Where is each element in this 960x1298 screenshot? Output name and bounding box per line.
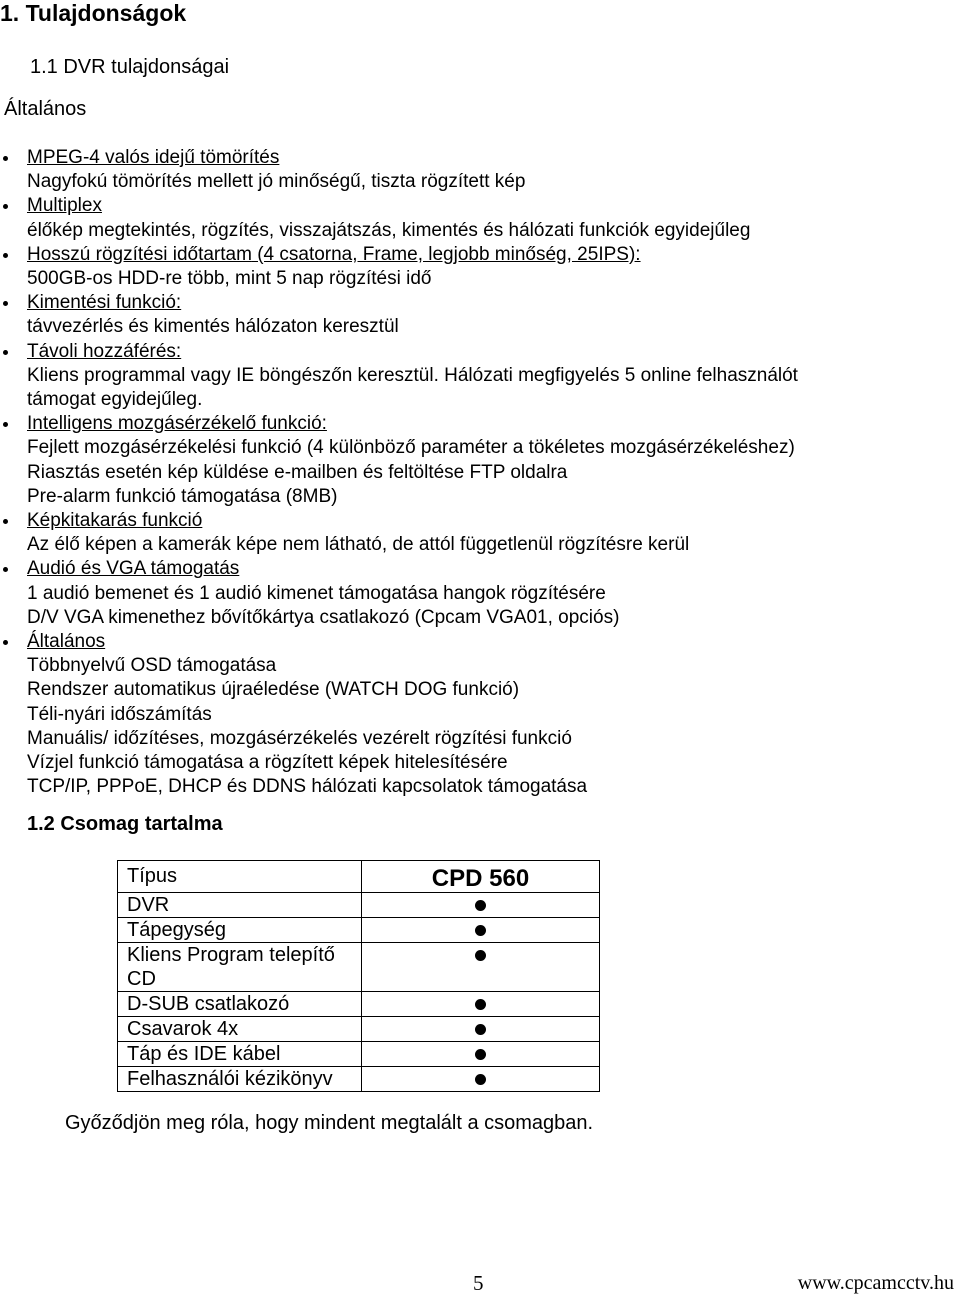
package-header-row: [118, 861, 600, 893]
feature-description: D/V VGA kimenethez bővítőkártya csatlakozó (Cpcam VGA01, opciós): [27, 606, 620, 628]
feature-description: Nagyfokú tömörítés mellett jó minőségű, tiszta rögzített kép: [27, 171, 526, 193]
feature-description: támogat egyidejűleg.: [27, 389, 203, 411]
package-row: [118, 1017, 600, 1042]
bullet-icon: [3, 422, 8, 427]
feature-description: Kliens programmal vagy IE böngészőn keresztül. Hálózati megfigyelés 5 online felhasználót: [27, 364, 798, 386]
feature-description: 1 audió bemenet és 1 audió kimenet támogatása hangok rögzítésére: [27, 582, 606, 604]
feature-item: [0, 194, 950, 242]
package-row: [118, 1067, 600, 1092]
bullet-icon: [3, 567, 8, 572]
feature-description: Pre-alarm funkció támogatása (8MB): [27, 485, 338, 507]
package-row: [118, 943, 600, 992]
package-row: [118, 918, 600, 943]
subsection-heading: 1.1 DVR tulajdonságai: [30, 56, 230, 78]
feature-title: Távoli hozzáférés:: [27, 340, 182, 362]
feature-description: Manuális/ időzítéses, mozgásérzékelés vezérelt rögzítési funkció: [27, 727, 572, 749]
included-cell: [362, 1017, 600, 1042]
feature-description: Riasztás esetén kép küldése e-mailben és feltöltése FTP oldalra: [27, 461, 568, 483]
included-cell: [362, 943, 600, 992]
included-dot-icon: [475, 925, 486, 936]
feature-description: 500GB-os HDD-re több, mint 5 nap rögzítési idő: [27, 268, 432, 290]
intro-label: Általános: [4, 98, 87, 120]
feature-title: MPEG-4 valós idejű tömörítés: [27, 147, 280, 168]
bullet-icon: [3, 350, 8, 355]
feature-title: Kimentési funkció:: [27, 292, 182, 314]
package-note: Győződjön meg róla, hogy mindent megtalált a csomagban.: [65, 1112, 594, 1134]
feature-title: Általános: [27, 631, 106, 653]
feature-description: Többnyelvű OSD támogatása: [27, 655, 277, 677]
included-cell: [362, 1042, 600, 1067]
feature-description: Rendszer automatikus újraéledése (WATCH DOG funkció): [27, 679, 520, 701]
feature-item: [0, 243, 950, 291]
feature-description: élőkép megtekintés, rögzítés, visszajátszás, kimentés és hálózati funkciók egyidejűleg: [27, 219, 751, 241]
included-cell: [362, 992, 600, 1017]
item-name-cell: D-SUB csatlakozó: [118, 992, 362, 1017]
bullet-icon: [3, 204, 8, 209]
included-cell: [362, 1067, 600, 1092]
bullet-icon: [3, 156, 8, 161]
feature-title: Képkitakarás funkció: [27, 510, 203, 532]
included-cell: [362, 918, 600, 943]
included-dot-icon: [475, 999, 486, 1010]
feature-item: [0, 291, 950, 339]
bullet-icon: [3, 519, 8, 524]
feature-item: [0, 630, 950, 799]
item-name-cell: Kliens Program telepítő CD: [118, 943, 362, 992]
page-number: 5: [473, 1271, 484, 1295]
section-heading: 1. Tulajdonságok: [0, 0, 187, 26]
item-name-cell: Tápegység: [118, 918, 362, 943]
package-row: [118, 992, 600, 1017]
feature-item: [0, 340, 950, 413]
package-row: [118, 893, 600, 918]
feature-item: [0, 146, 950, 194]
package-heading: 1.2 Csomag tartalma: [27, 813, 223, 835]
feature-item: [0, 509, 950, 557]
feature-title: Hosszú rögzítési időtartam (4 csatorna, Frame, legjobb minőség, 25IPS):: [27, 243, 641, 265]
website-link[interactable]: www.cpcamcctv.hu: [797, 1272, 954, 1294]
feature-description: TCP/IP, PPPoE, DHCP és DDNS hálózati kapcsolatok támogatása: [27, 776, 588, 798]
bullet-icon: [3, 301, 8, 306]
type-label-cell: Típus: [118, 861, 362, 893]
feature-description: Fejlett mozgásérzékelési funkció (4 különböző paraméter a tökéletes mozgásérzékeléshez): [27, 437, 795, 459]
included-dot-icon: [475, 1049, 486, 1060]
package-table: [117, 860, 600, 1092]
feature-title: Multiplex: [27, 195, 102, 217]
item-name-cell: Felhasználói kézikönyv: [118, 1067, 362, 1092]
included-dot-icon: [475, 900, 486, 911]
included-cell: [362, 893, 600, 918]
item-name-cell: Csavarok 4x: [118, 1017, 362, 1042]
feature-item: [0, 412, 950, 509]
bullet-icon: [3, 640, 8, 645]
feature-list: [0, 146, 950, 799]
included-dot-icon: [475, 950, 486, 961]
feature-description: Vízjel funkció támogatása a rögzített képek hitelesítésére: [27, 752, 508, 774]
bullet-icon: [3, 253, 8, 258]
included-dot-icon: [475, 1024, 486, 1035]
feature-description: Téli-nyári időszámítás: [27, 703, 212, 725]
package-row: [118, 1042, 600, 1067]
item-name-cell: DVR: [118, 893, 362, 918]
feature-description: távvezérlés és kimentés hálózaton keresztül: [27, 316, 399, 338]
model-cell: CPD 560: [362, 861, 600, 893]
feature-title-detail: (4 csatorna, Frame, legjobb minőség, 25IPS):: [251, 243, 641, 265]
feature-description: Az élő képen a kamerák képe nem látható, de attól függetlenül rögzítésre kerül: [27, 534, 690, 556]
feature-item: [0, 557, 950, 630]
feature-title: Audió és VGA támogatás: [27, 558, 240, 580]
feature-title: Intelligens mozgásérzékelő funkció:: [27, 413, 327, 435]
item-name-cell: Táp és IDE kábel: [118, 1042, 362, 1067]
included-dot-icon: [475, 1074, 486, 1085]
